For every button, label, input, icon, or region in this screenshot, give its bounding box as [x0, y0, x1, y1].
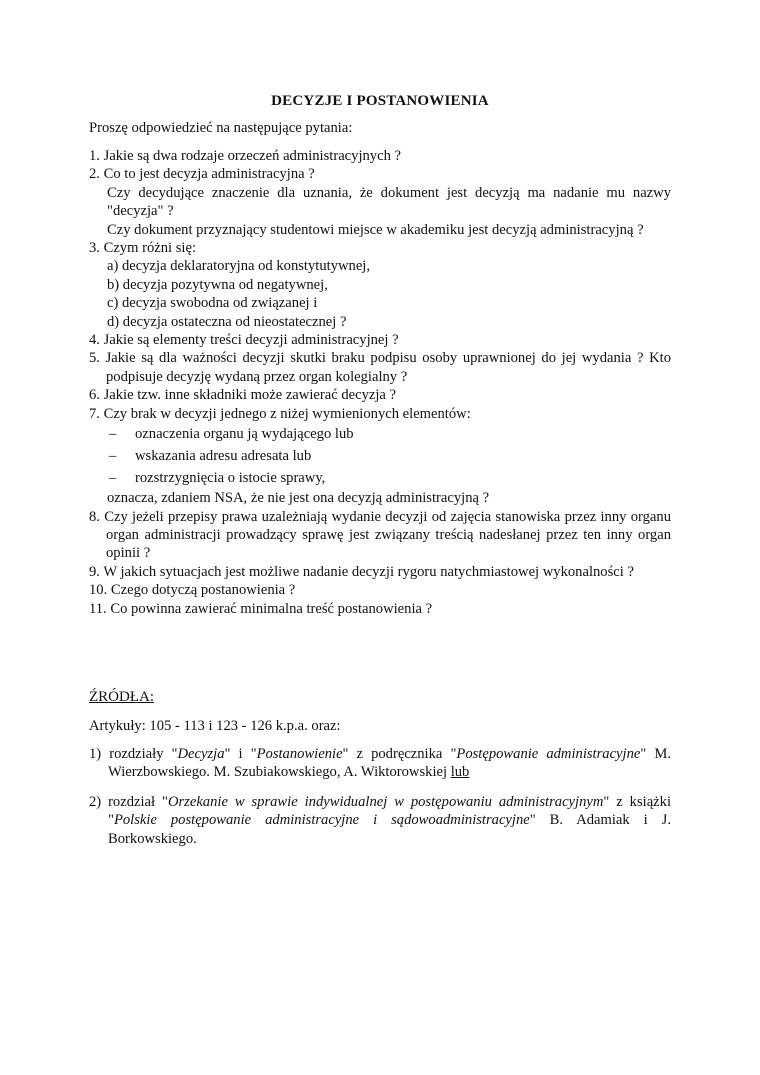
question-1: 1. Jakie są dwa rodzaje orzeczeń administracyjnych ? — [89, 148, 401, 164]
question-3: 3. Czym różni się: — [89, 240, 197, 257]
question-10: 10. Czego dotyczą postanowienia ? — [89, 582, 296, 599]
lub-underlined: lub — [450, 764, 470, 781]
articles-line: Artykuły: 105 - 113 i 123 - 126 k.p.a. oraz: — [89, 718, 341, 734]
question-5: 5. Jakie są dla ważności decyzji skutki braku podpisu osoby uprawnionej do jej wydania ? Kto podpisuje decyzję wydaną przez organ kolegialny ? — [89, 350, 671, 385]
dash-bullet: – — [109, 448, 117, 465]
source-1: 1) rozdziały "Decyzja" i "Postanowienie" z podręcznika "Postępowanie administracyjne" M. Wierzbowskiego. M. Szubiakowskiego, A. Wiktorowskiej lub — [89, 746, 672, 781]
question-7-continuation: oznacza, zdaniem NSA, że nie jest ona decyzją administracyjną ? — [107, 490, 490, 507]
question-9: 9. W jakich sytuacjach jest możliwe nadanie decyzji rygoru natychmiastowej wykonalności ? — [89, 563, 634, 580]
intro-text: Proszę odpowiedzieć na następujące pytania: — [89, 120, 353, 136]
source-2: 2) rozdział "Orzekanie w sprawie indywidualnej w postępowaniu administracyjnym" z książki "Polskie postępowanie administracyjne i sądowoadministracyjne" B. Adamiak i J. Borkowskiego. — [89, 794, 671, 847]
dash-bullet: – — [109, 426, 117, 443]
question-11: 11. Co powinna zawierać minimalna treść postanowienia ? — [89, 600, 433, 617]
document-title: DECYZJE I POSTANOWIENIA — [271, 93, 489, 109]
dash-bullet: – — [109, 470, 117, 487]
list-item: – oznaczenia organu ją wydającego lub — [89, 423, 671, 445]
question-2-sub-2: Czy dokument przyznający studentowi miejsce w akademiku jest decyzją administracyjną ? — [107, 221, 644, 238]
question-7-elements — [89, 423, 671, 489]
questions-list — [89, 147, 671, 618]
question-2-sub-1: Czy decydujące znaczenie dla uznania, że dokument jest decyzją ma nadanie mu nazwy "decyzja" ? — [107, 184, 671, 220]
question-3-c: c) decyzja swobodna od związanej i — [107, 295, 318, 312]
question-4: 4. Jakie są elementy treści decyzji administracyjnej ? — [89, 332, 399, 349]
question-2: 2. Co to jest decyzja administracyjna ? — [89, 166, 315, 183]
list-item: – wskazania adresu adresata lub — [89, 445, 671, 467]
question-8: 8. Czy jeżeli przepisy prawa uzależniają wydanie decyzji od zajęcia stanowiska przez inny organu organ administracji prowadzący sprawę jest związany treścią nadesłanej przez ten inny organ opinii ? — [89, 508, 671, 562]
question-3-a: a) decyzja deklaratoryjna od konstytutywnej, — [107, 258, 371, 275]
list-item: – rozstrzygnięcia o istocie sprawy, — [89, 467, 671, 489]
question-7: 7. Czy brak w decyzji jednego z niżej wymienionych elementów: — [89, 405, 471, 422]
sources-heading: ŹRÓDŁA: — [89, 689, 154, 705]
question-3-d: d) decyzja ostateczna od nieostatecznej ? — [107, 313, 347, 330]
question-6: 6. Jakie tzw. inne składniki może zawierać decyzja ? — [89, 387, 397, 404]
question-3-b: b) decyzja pozytywna od negatywnej, — [107, 276, 328, 293]
